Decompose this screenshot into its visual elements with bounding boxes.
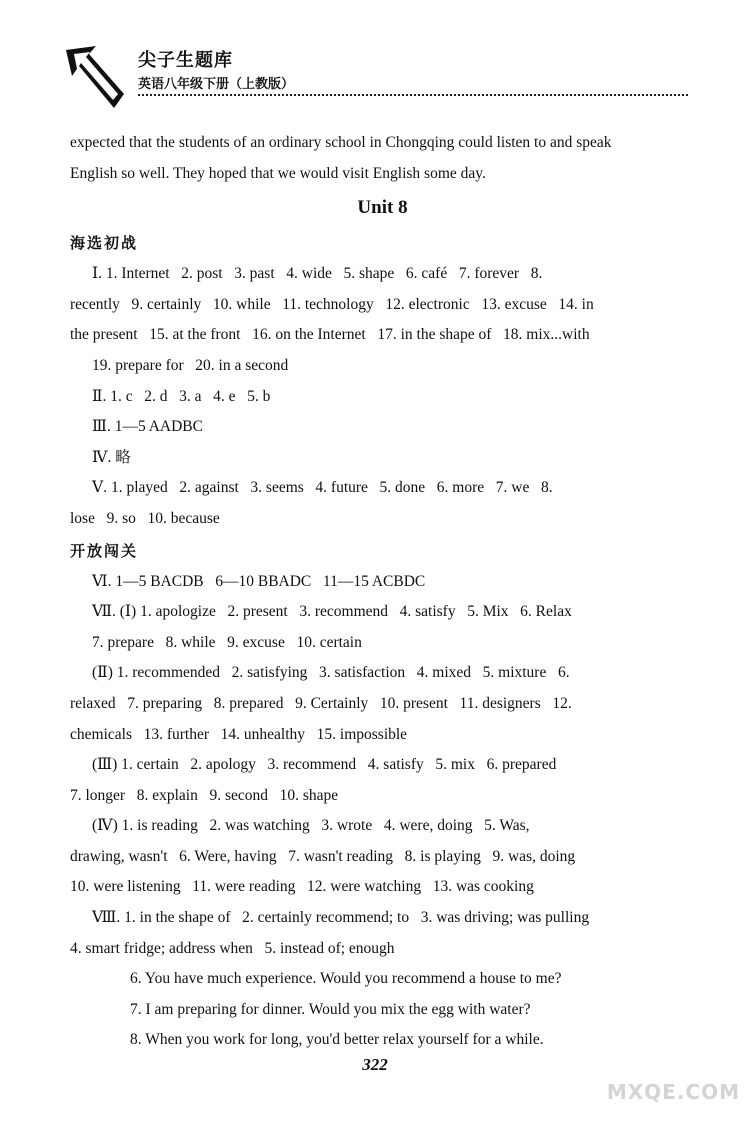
answer-line: 8. When you work for long, you'd better relax yourself for a while. [130,1031,544,1049]
answer-line: 6. You have much experience. Would you recommend a house to me? [130,970,562,988]
answer-line: the present 15. at the front 16. on the Internet 17. in the shape of 18. mix...with [70,326,590,344]
answer-line: Ⅰ. 1. Internet 2. post 3. past 4. wide 5. shape 6. café 7. forever 8. [92,265,543,283]
answer-line: (Ⅳ) 1. is reading 2. was watching 3. wrote 4. were, doing 5. Was, [92,817,530,835]
section-heading-1: 海选初战 [70,234,139,253]
watermark-logo: MXQE.COM [606,1080,740,1104]
answer-line: 7. I am preparing for dinner. Would you mix the egg with water? [130,1000,531,1018]
answer-line: recently 9. certainly 10. while 11. technology 12. electronic 13. excuse 14. in [70,295,594,313]
section-2-answers [70,567,695,1057]
answer-line: Ⅴ. 1. played 2. against 3. seems 4. future 5. done 6. more 7. we 8. [92,479,553,497]
arrow-logo-icon [62,42,128,116]
answer-line: (Ⅲ) 1. certain 2. apology 3. recommend 4. satisfy 5. mix 6. prepared [92,756,557,774]
page-number: 322 [362,1055,388,1074]
section-1-answers [70,259,695,534]
answer-line: Ⅷ. 1. in the shape of 2. certainly recommend; to 3. was driving; was pulling [92,909,590,927]
header-dotted-rule [138,94,688,96]
answer-line: drawing, wasn't 6. Were, having 7. wasn't reading 8. is playing 9. was, doing [70,847,576,865]
answer-line: Ⅱ. 1. c 2. d 3. a 4. e 5. b [92,387,271,405]
section-heading-2: 开放闯关 [70,541,139,560]
intro-line: English so well. They hoped that we would visit English some day. [70,164,486,182]
book-subtitle: 英语八年级下册（上教版） [138,77,295,92]
unit-heading: Unit 8 [357,197,408,219]
intro-line: expected that the students of an ordinary school in Chongqing could listen to and speak [70,134,612,151]
answer-line: Ⅵ. 1—5 BACDB 6—10 BBADC 11—15 ACBDC [92,572,426,590]
answer-line: 4. smart fridge; address when 5. instead of; enough [70,939,395,957]
answer-line: Ⅶ. (Ⅰ) 1. apologize 2. present 3. recommend 4. satisfy 5. Mix 6. Relax [92,603,572,621]
answer-line: 10. were listening 11. were reading 12. were watching 13. was cooking [70,878,534,896]
page-header [62,42,702,122]
answer-line: 7. longer 8. explain 9. second 10. shape [70,786,339,804]
answer-line: relaxed 7. preparing 8. prepared 9. Certainly 10. present 11. designers 12. [70,694,572,712]
answer-line: (Ⅱ) 1. recommended 2. satisfying 3. satisfaction 4. mixed 5. mixture 6. [92,664,570,682]
answer-line: Ⅲ. 1—5 AADBC [92,418,203,436]
answer-content [70,128,695,1056]
answer-line: chemicals 13. further 14. unhealthy 15. impossible [70,725,408,743]
answer-line: 7. prepare 8. while 9. excuse 10. certain [92,633,362,651]
book-brand-title: 尖子生题库 [138,50,233,71]
answer-line: 19. prepare for 20. in a second [92,356,289,374]
answer-line: Ⅳ. 略 [92,448,131,466]
answer-line: lose 9. so 10. because [70,509,220,527]
